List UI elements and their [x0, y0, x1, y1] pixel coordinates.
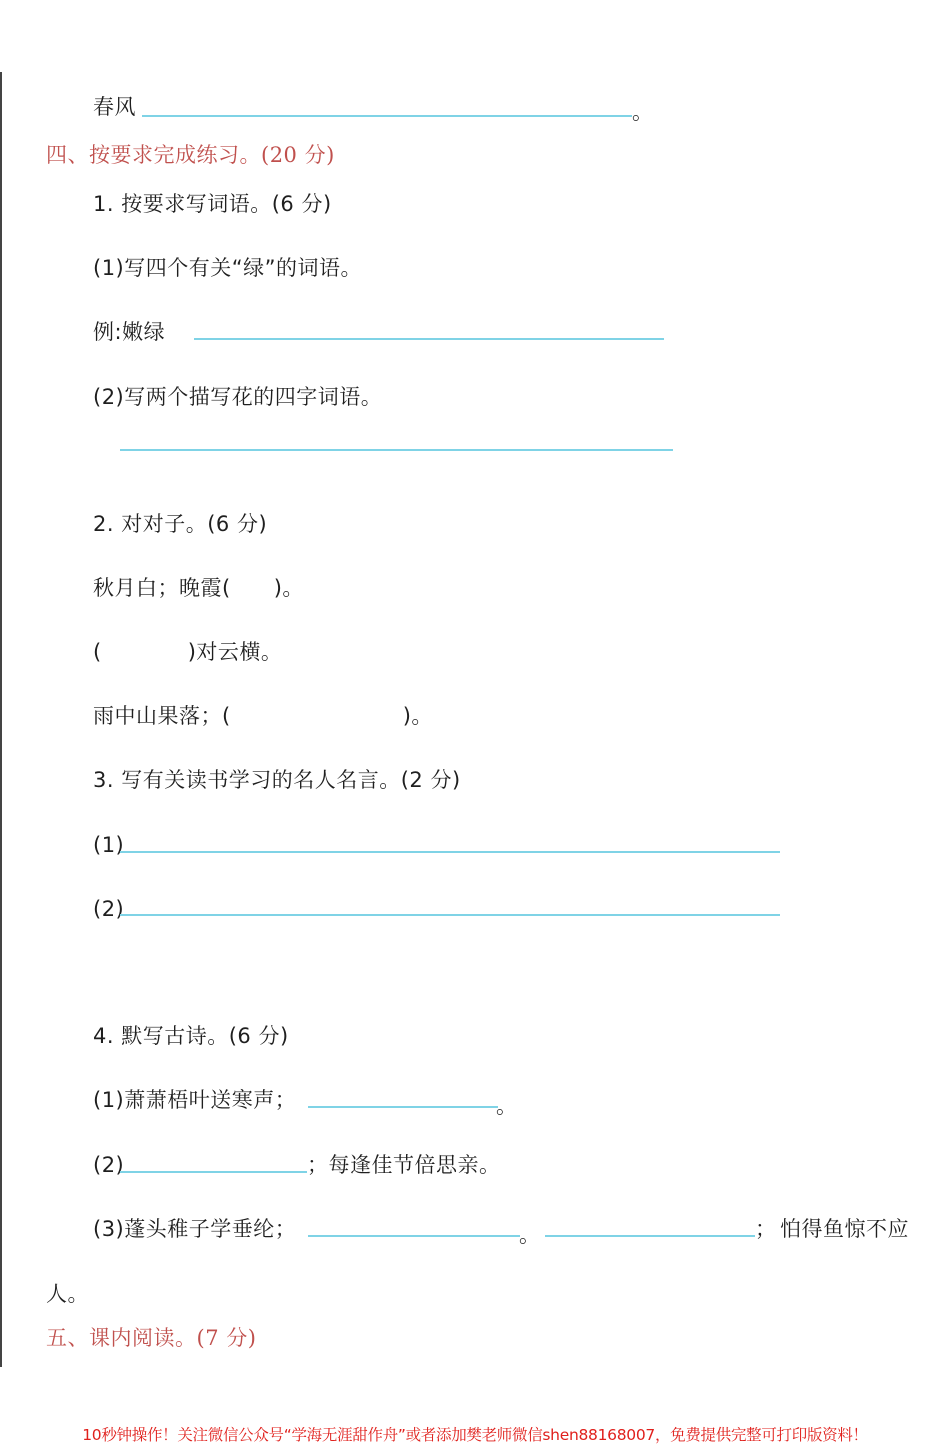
- period: 。: [632, 100, 654, 124]
- q2-title: 2. 对对子。(6 分): [93, 512, 268, 536]
- q2-line1: 秋月白；晚霞( )。: [93, 576, 304, 600]
- q4-item3-rest: 怕得鱼惊不应: [780, 1217, 909, 1241]
- answer-line[interactable]: [308, 1235, 520, 1237]
- answer-line[interactable]: [120, 914, 780, 916]
- q1-sub2: (2)写两个描写花的四字词语。: [93, 385, 383, 409]
- q4-item2-rest: ；每逢佳节倍思亲。: [307, 1153, 501, 1177]
- q4-item1: (1)萧萧梧叶送寒声；: [93, 1088, 297, 1112]
- answer-line[interactable]: [308, 1106, 498, 1108]
- answer-line[interactable]: [142, 115, 632, 117]
- q4-title: 4. 默写古诗。(6 分): [93, 1024, 289, 1048]
- q2-line3: 雨中山果落；( )。: [93, 704, 433, 728]
- q4-item3-cont: 人。: [46, 1282, 89, 1306]
- section-4-title: 四、按要求完成练习。(20 分): [46, 143, 335, 167]
- q4-item2-label: (2): [93, 1153, 125, 1177]
- section-5-title: 五、课内阅读。(7 分): [46, 1326, 257, 1350]
- q2-line2: ( )对云横。: [93, 640, 283, 664]
- answer-line[interactable]: [120, 1171, 307, 1173]
- answer-line[interactable]: [194, 338, 664, 340]
- q1-sub1: (1)写四个有关“绿”的词语。: [93, 256, 363, 280]
- q4-item3: (3)蓬头稚子学垂纶；: [93, 1217, 297, 1241]
- period: 。: [519, 1223, 541, 1247]
- spring-wind-label: 春风: [93, 95, 136, 119]
- period: 。: [496, 1094, 518, 1118]
- page-margin-line: [0, 72, 2, 1367]
- q1-title: 1. 按要求写词语。(6 分): [93, 192, 332, 216]
- q3-item2: (2): [93, 897, 125, 921]
- answer-line[interactable]: [545, 1235, 755, 1237]
- answer-line[interactable]: [120, 449, 673, 451]
- q3-item1: (1): [93, 833, 125, 857]
- q3-title: 3. 写有关读书学习的名人名言。(2 分): [93, 768, 461, 792]
- semicolon: ；: [755, 1217, 777, 1241]
- footer-promo: 10秒钟操作！关注微信公众号“学海无涯甜作舟”或者添加樊老师微信shen88168007，免费提供完整可打印版资料！: [82, 1426, 868, 1444]
- answer-line[interactable]: [120, 851, 780, 853]
- q1-example: 例:嫩绿: [93, 320, 166, 344]
